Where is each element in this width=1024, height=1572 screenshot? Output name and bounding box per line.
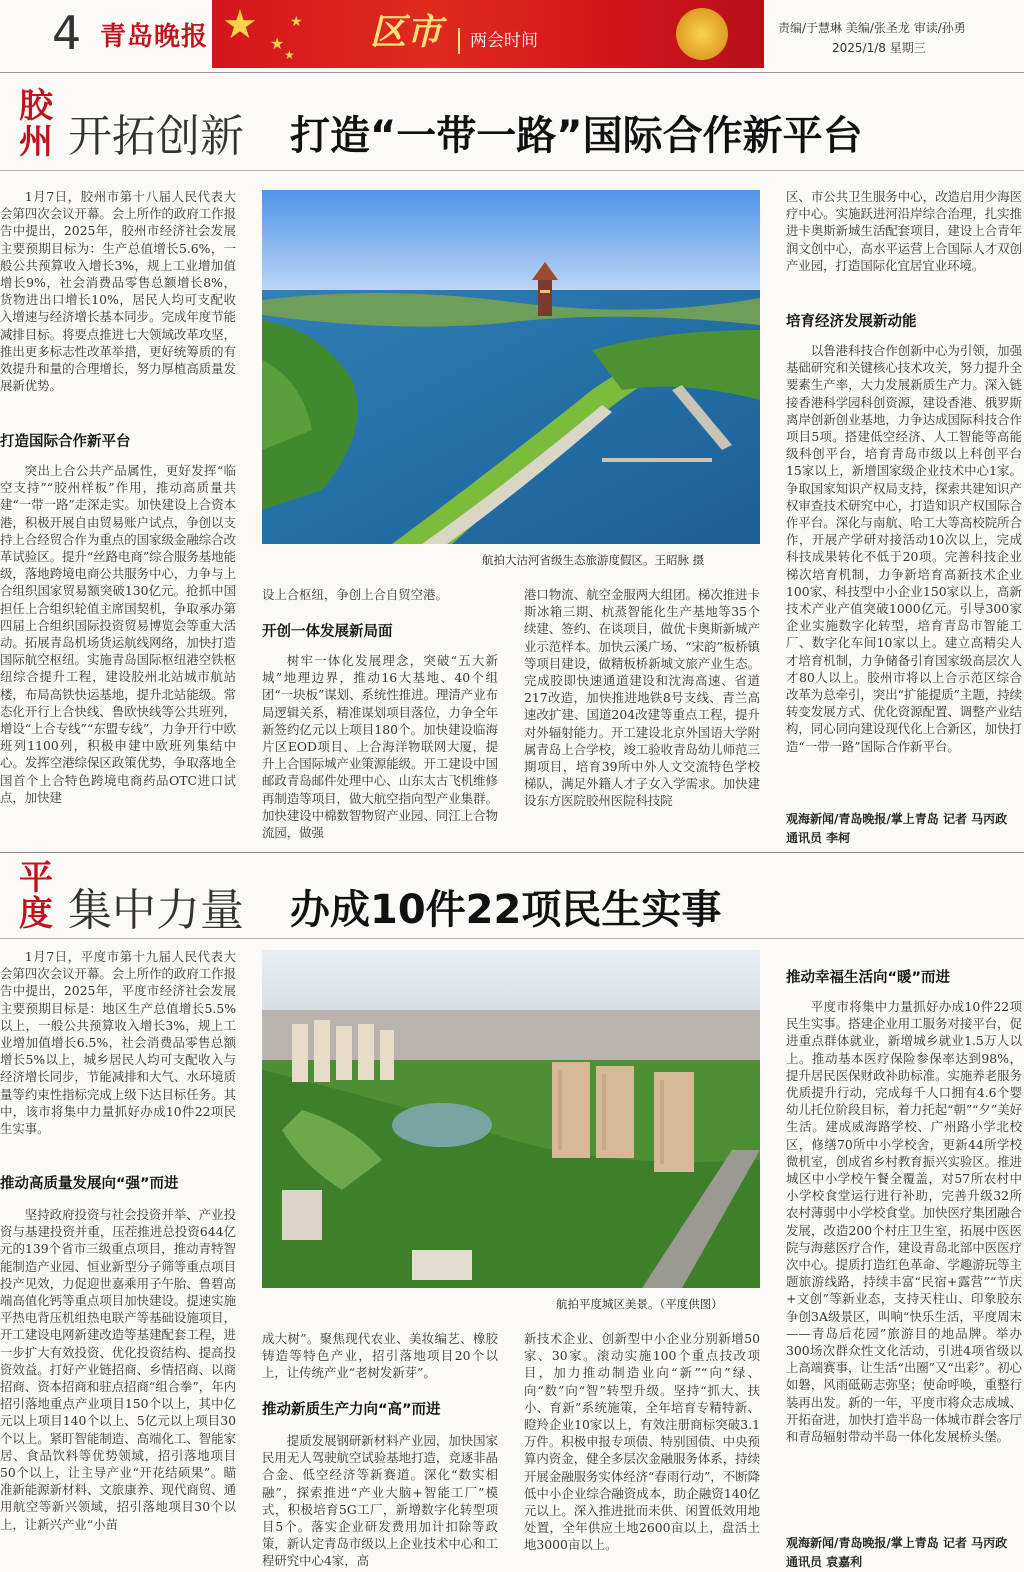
district-tag-char-1: 平 (19, 858, 53, 898)
header-rule (0, 72, 1024, 73)
intro-paragraph: 1月7日，平度市第十九届人民代表大会第四次会议开幕。会上所作的政府工作报告中提出，2025年，平度市经济社会发展主要预期目标是：地区生产总值增长5.5%以上，一般公共预算收入增长3%，规上工业增加值增长6.5%，社会消费品零售总额增长5%以上，城乡居民人均可支配收入与经济增长同步，节能减排和大气、水环境质量等约束性指标完成上级下达目标任务。其中，该市将集中力量抓好办成10件22项民生实事。 (0, 949, 236, 1137)
star-icon: ★ (290, 14, 303, 30)
emblem-icon (676, 8, 728, 60)
article-column (786, 188, 1022, 292)
body-paragraph: 树牢一体化发展理念，突破“五大新城”地理边界，推动16大基地、40个组团“一块板”谋划、系统性推进。理清产业布局逻辑关系，精准谋划项目落位，力争全年新签约亿元以上项目180个。加快建设临海片区EOD项目、上合海洋物联网大厦，提升上合国际城产业策源能级。开工建设中国邮政青岛邮件处理中心、山东太古飞机维修再制造等项目，做大航空指向型产业集群。加快建设中棉数智物贸产业园、同江上合物流园，做强 (262, 653, 498, 841)
district-tag-char-2: 州 (19, 122, 53, 162)
byline: 观海新闻/青岛晚报/掌上青岛 记者 马丙政 通讯员 袁嘉利 (786, 1536, 1008, 1569)
editor-credits (778, 18, 966, 58)
article-column (262, 586, 498, 606)
aerial-city-image (262, 950, 760, 1288)
subheading: 打造国际合作新平台 (0, 434, 131, 450)
article-column (262, 1330, 498, 1384)
section-title: 区市 (370, 12, 443, 53)
body-paragraph: 提质发展钢研新材料产业园，加快国家民用无人驾驶航空试验基地打造，竞逐非晶合金、低空经济等新赛道。深化“数实相融”，探索推进“产业大脑+智能工厂”模式，积极培育5G工厂，新增数字化转型项目5个。落实企业研发费用加计扣除等政策，新认定青岛市级以上企业技术中心和工程研究中心4家，高 (262, 1433, 498, 1569)
headline-rule (0, 170, 1024, 171)
district-tag (16, 88, 56, 160)
credits-line: 责编/于慧琳 美编/张圣龙 审读/孙勇 (778, 21, 966, 35)
article-column (0, 1206, 236, 1572)
subheading: 推动幸福生活向“暖”而进 (786, 970, 951, 986)
news-photo (262, 950, 760, 1288)
issue-date: 2025/1/8 星期三 (832, 41, 926, 55)
article-column (0, 188, 236, 420)
section-banner (212, 0, 764, 68)
kicker: 集中力量 (68, 885, 244, 936)
body-paragraph: 平度市将集中力量抓好办成10件22项民生实事。搭建企业用工服务对接平台，促进重点群体就业，新增城乡就业1.5万人以上。推动基本医疗保险参保率达到98%，提升居民医保财政补助标准。实施养老服务优质提升行动，完成每千人口拥有4.6个婴幼儿托位阶段目标，着力托起“朝”“夕”美好生活。建成威海路学校、广州路小学北校区，修缮70所中小学校舍，更新44所学校微机室，创成省乡村教育振兴实验区。推进城区中小学校午餐全覆盖，对57所农村中小学校食堂运行进行补助，完善升级32所农村薄弱中小学校食堂。加快医疗集团融合发展，改造200个村庄卫生室，拓展中医医院与海慈医疗合作，建设青岛北部中医医疗次中心。提质打造红色革命、学趣游玩等主题旅游线路，持续丰富“民宿+露营”“节庆+文创”等新业态，支持天柱山、印象胶东争创3A级景区，叫响“快乐生活，平度周末——青岛后花园”旅游目的地品牌。举办300场次群众性文化活动，引进4项省级以上高端赛事，让生活“出圈”又“出彩”。初心如磐，风雨砥砺志弥坚；使命呼唤，重整行装再出发。新的一年，平度市将众志成城、开拓奋进，加快打造半岛一体城市群会客厅和青岛辐射带动半岛一体化发展桥头堡。 (786, 999, 1022, 1445)
headline-rule (0, 938, 1024, 939)
byline: 观海新闻/青岛晚报/掌上青岛 记者 马丙政 通讯员 李柯 (786, 812, 1008, 845)
subheading: 培育经济发展新动能 (786, 314, 917, 330)
photo-caption: 航拍平度城区美景。（平度供图） (556, 1297, 723, 1311)
body-paragraph: 以鲁港科技合作创新中心为引领，加强基础研究和关键核心技术攻关，努力提升全要素生产率，大力发展新质生产力。深入链接香港科学园科创资源，建设香港、俄罗斯离岸创新创业基地，力争达成国际科技合作项目5项。搭建低空经济、人工智能等高能级科创平台，培育青岛市级以上科创平台15家以上，新增国家级企业技术中心1家。争取国家知识产权局支持，探索共建知识产权审查技术研究中心，打造知识产权国际合作平台。深化与南航、哈工大等高校院所合作，开展产学研对接活动10次以上，完成科技成果转化不低于20项。完善科技企业梯次培育机制，力争新培育高新技术企业100家、科技型中小企业150家以上，高新技术产业产值突破1000亿元。引导300家企业实施数字化转型，培育青岛市智能工厂、数字化车间10家以上。建立高精尖人才培育机制，力争储备引育国家级高层次人才80人以上。胶州市将以上合示范区综合改革为总牵引，突出“扩能提质”主题，持续转变发展方式、优化资源配置、调整产业结构，同心同向建设现代化上合新区，加快打造“一带一路”国际合作新平台。 (786, 343, 1022, 754)
article-column (0, 462, 236, 846)
article-column (262, 652, 498, 846)
subheading: 开创一体发展新局面 (262, 624, 393, 640)
body-paragraph: 港口物流、航空金服两大组团。梯次推进卡斯冰箱三期、杭蒸智能化生产基地等35个续建、签约、在谈项目，做优卡奥斯新城产业示范样本。加快云溪广场、“宋韵”板桥镇等项目建设，做精板桥新城文旅产业生态。完成胶即快速通道建设和沈海高速、省道217改造，加快推进地铁8号支线、青兰高速改扩建、国道204改建等重点工程，提升对外辐射能力。开工建设北京外国语大学附属青岛上合学校，竣工验收青岛幼儿师范三期项目，培育39所中外人文交流特色学校梯队，满足外籍人才子女入学需求。加快建设东方医院胶州医院科技院 (524, 587, 760, 809)
subheading: 推动新质生产力向“高”而进 (262, 1402, 441, 1418)
body-paragraph: 成大树”。聚焦现代农业、美妆编艺、橡胶铸造等特色产业，招引落地项目20个以上，让传统产业“老树发新芽”。 (262, 1331, 498, 1381)
news-photo (262, 190, 760, 544)
article-column (524, 1330, 760, 1572)
star-icon: ★ (270, 34, 285, 53)
kicker: 开拓创新 (68, 111, 244, 162)
body-paragraph: 突出上合公共产品属性，更好发挥“临空支持”“胶州样板”作用，推动高质量共建“一带一路”走深走实。加快建设上合资本港，积极开展自由贸易账户试点，争创以支持上合经贸合作为重点的国家级金融综合改革试验区。提升“丝路电商”综合服务基地能级，落地跨境电商公共服务中心，力争与上合组织国家贸易额突破130亿元。抢抓中国担任上合组织轮值主席国契机，争取承办第四届上合组织国际投资贸易博览会等重大活动。拓展青岛机场货运航线网络，加快打造国际航空枢纽。实施青岛国际枢纽港空铁枢纽综合提升工程，建设胶州北站城市航站楼，布局高铁快运基地，提升北站能级。常态化开行上合快线、鲁欧快线等公共班列，增设“上合专线”“东盟专线”，力争开行中欧班列1100列，积极申建中欧班列集结中心。发挥空港综保区政策优势，争取落地全国首个上合特色跨境电商药品OTC进口试点，加快建 (0, 463, 236, 805)
subheading: 推动高质量发展向“强”而进 (0, 1176, 179, 1192)
intro-paragraph: 1月7日，胶州市第十八届人民代表大会第四次会议开幕。会上所作的政府工作报告中提出，2025年，胶州市经济社会发展主要预期目标为：生产总值增长5.6%，一般公共预算收入增长3%，规上工业增加值增长9%，社会消费品零售总额增长8%，货物进出口增长10%，居民人均可支配收入增速与经济增长基本同步。完成年度节能减排目标。将要点推进七大领域改革攻坚，推出更多标志性改革举措，更好统筹质的有效提升和量的合理增长，努力厚植高质量发展新优势。 (0, 189, 236, 394)
article-column (0, 948, 236, 1160)
headline: 打造“一带一路”国际合作新平台 (290, 113, 863, 159)
body-paragraph: 新技术企业、创新型中小企业分别新增50家、30家。滚动实施100个重点技改项目，加力推动制造业向“新”“向”绿、向“数”向“智”转型升级。坚持“抓大、扶小、育新”系统施策，全年培育专精特新、瞪羚企业10家以上，有效注册商标突破3.1万件。积极申报专项债、特别国债、中央预算内资金，健全多层次金融服务体系，持续开展金融服务实体经济“春雨行动”，不断降低中小企业综合融资成本，助企融资140亿元以上。深入推进批而未供、闲置低效用地处置，全年供应土地2600亩以上，盘活土地3000亩以上。 (524, 1331, 760, 1553)
article-column (262, 1432, 498, 1572)
body-paragraph: 设上合枢纽，争创上合自贸空港。 (262, 587, 448, 602)
star-icon: ★ (284, 48, 295, 62)
article-column (786, 342, 1022, 808)
body-paragraph: 区、市公共卫生服务中心，改造启用少海医疗中心。实施跃进河沿岸综合治理，扎实推进卡奥斯新城生活配套项目，建设上合青年润文创中心，高水平运营上合国际人才双创产业园，打造国际化宜居宜业环境。 (786, 189, 1022, 273)
article-column (524, 586, 760, 846)
district-tag (16, 860, 56, 932)
aerial-lake-image (262, 190, 760, 544)
newspaper-logo: 青岛晚报 (100, 22, 209, 52)
section-subtitle: 两会时间 (458, 28, 548, 54)
headline: 办成10件22项民生实事 (290, 887, 722, 933)
district-tag-char-1: 胶 (19, 86, 53, 126)
district-tag-char-2: 度 (19, 894, 53, 934)
star-icon: ★ (222, 2, 258, 48)
page-number: 4 (52, 6, 82, 60)
body-paragraph: 坚持政府投资与社会投资并举、产业投资与基建投资并重，压茬推进总投资644亿元的139个省市三级重点项目，推动青特智能制造产业园、恒业新型分子筛等重点项目投产见效，力促迎世嘉乘用子午胎、鲁碧高端高值化钙等重点项目加快建设。提速实施平热电背压机组热电联产等基础设施项目，开工建设电网新建改造等基建配套工程，进一步扩大有效投资、优化投资结构、提高投资效益。打好产业链招商、乡情招商、以商招商、资本招商和驻点招商“组合拳”，年内招引落地重点产业项目150个以上，其中亿元以上项目140个以上、5亿元以上项目30个以上。紧盯智能制造、高端化工、智能家居、食品饮料等优势领域，招引落地项目50个以上，让主导产业“开花结硕果”。瞄准新能源新材料、文旅康养、现代商贸、通用航空等新兴领域，招引落地项目30个以上，让新兴产业“小苗 (0, 1207, 236, 1532)
article-column (786, 998, 1022, 1532)
story-divider (0, 852, 1024, 853)
photo-caption: 航拍大沽河省级生态旅游度假区。王昭脉 摄 (482, 553, 705, 567)
